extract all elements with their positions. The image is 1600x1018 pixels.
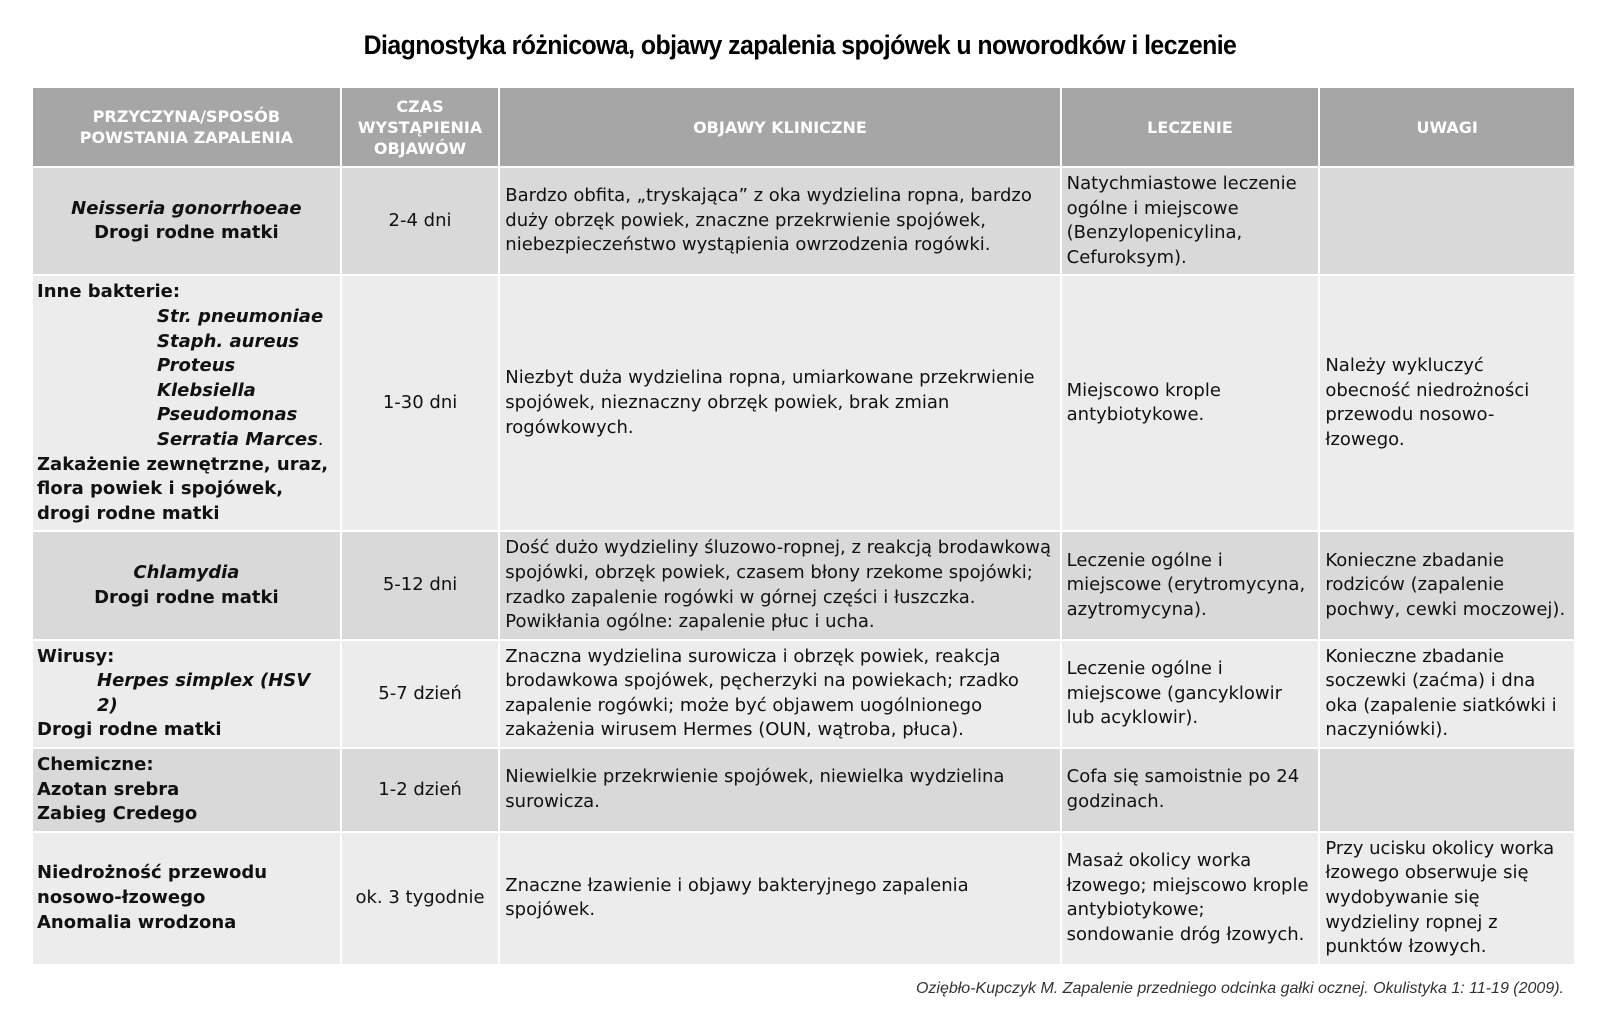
cause-route: Drogi rodne matki	[94, 222, 279, 244]
table-row	[32, 167, 1575, 275]
treatment-cell: Natychmiastowe leczenie ogólne i miejscowe (Benzylopenicylina, Cefuroksym).	[1061, 167, 1320, 275]
symptoms-cell: Znaczne łzawienie i objawy bakteryjnego zapalenia spojówek.	[499, 832, 1060, 965]
bacteria-item-last: Serratia Marces.	[157, 428, 324, 450]
bacteria-item: Serratia Marces	[157, 428, 318, 450]
bacteria-item: Pseudomonas	[157, 404, 298, 426]
cause-name: Herpes simplex (HSV 2)	[97, 670, 311, 716]
onset-cell: 1-30 dni	[341, 275, 499, 531]
cause-label: Inne bakterie:	[37, 281, 181, 303]
diagnosis-table	[31, 86, 1576, 966]
cause-cell	[32, 275, 341, 531]
cause-name: Neisseria gonorrhoeae	[71, 197, 302, 219]
cause-label: Wirusy:	[37, 645, 115, 667]
table-row	[32, 748, 1575, 832]
table-row	[32, 275, 1575, 531]
table-row	[32, 640, 1575, 748]
notes-cell	[1319, 748, 1575, 832]
treatment-cell: Cofa się samoistnie po 24 godzinach.	[1061, 748, 1320, 832]
header-notes: UWAGI	[1319, 87, 1575, 167]
cause-route: Drogi rodne matki	[37, 719, 222, 741]
treatment-cell: Miejscowo krople antybiotykowe.	[1061, 275, 1320, 531]
symptoms-cell: Niezbyt duża wydzielina ropna, umiarkowane przekrwienie spojówek, nieznaczny obrzęk powiek, brak zmian rogówkowych.	[499, 275, 1060, 531]
table-row	[32, 832, 1575, 965]
cause-cell	[32, 531, 341, 639]
cause-cell	[32, 167, 341, 275]
bacteria-item: Staph. aureus	[157, 330, 300, 352]
treatment-cell: Masaż okolicy worka łzowego; miejscowo krople antybiotykowe; sondowanie dróg łzowych.	[1061, 832, 1320, 965]
onset-cell: ok. 3 tygodnie	[341, 832, 499, 965]
cause-line: Chemiczne:	[37, 754, 154, 776]
notes-cell: Konieczne zbadanie soczewki (zaćma) i dna oka (zapalenie siatkówki i naczyniówki).	[1319, 640, 1575, 748]
notes-cell	[1319, 167, 1575, 275]
cause-line: Zabieg Credego	[37, 803, 198, 825]
cause-line: Anomalia wrodzona	[37, 911, 237, 933]
cause-line: Niedrożność przewodu nosowo-łzowego	[37, 862, 268, 909]
cause-line: Azotan srebra	[37, 778, 180, 800]
onset-cell: 1-2 dzień	[341, 748, 499, 832]
header-onset: CZAS WYSTĄPIENIA OBJAWÓW	[341, 87, 499, 167]
notes-cell: Konieczne zbadanie rodziców (zapalenie pochwy, cewki moczowej).	[1319, 531, 1575, 639]
header-symptoms: OBJAWY KLINICZNE	[499, 87, 1060, 167]
reference-citation: Oziębło-Kupczyk M. Zapalenie przedniego odcinka gałki ocznej. Okulistyka 1: 11-19 (2009).	[915, 980, 1564, 997]
bacteria-item: Str. pneumoniae	[157, 305, 324, 327]
bacteria-item: Klebsiella	[157, 379, 256, 401]
treatment-cell: Leczenie ogólne i miejscowe (erytromycyna, azytromycyna).	[1061, 531, 1320, 639]
onset-cell: 2-4 dni	[341, 167, 499, 275]
onset-cell: 5-12 dni	[341, 531, 499, 639]
cause-route: Drogi rodne matki	[94, 586, 279, 608]
onset-cell: 5-7 dzień	[341, 640, 499, 748]
header-treatment: LECZENIE	[1061, 87, 1320, 167]
cause-cell	[32, 748, 341, 832]
cause-cell	[32, 640, 341, 748]
symptoms-cell: Znaczna wydzielina surowicza i obrzęk powiek, reakcja brodawkowa spojówek, pęcherzyki na powiekach; rzadko zapalenie rogówki; może być objawem uogólnionego zakażenia wirusem Hermes (OUN, wątroba, płuca).	[499, 640, 1060, 748]
table-row	[32, 531, 1575, 639]
symptoms-cell: Niewielkie przekrwienie spojówek, niewielka wydzielina surowicza.	[499, 748, 1060, 832]
cause-name: Chlamydia	[133, 561, 240, 583]
bacteria-item: Proteus	[157, 355, 236, 377]
page-title: Diagnostyka różnicowa, objawy zapalenia spojówek u noworodków i leczenie	[363, 30, 1237, 60]
header-cause: PRZYCZYNA/SPOSÓB POWSTANIA ZAPALENIA	[32, 87, 341, 167]
table-header-row	[32, 87, 1575, 167]
cause-cell	[32, 832, 341, 965]
symptoms-cell: Dość dużo wydzieliny śluzowo-ropnej, z reakcją brodawkową spojówki, obrzęk powiek, czasem błony rzekome spojówki; rzadko zapalenie rogówki w górnej części i łuszczka. Powikłania ogólne: zapalenie płuc i ucha.	[499, 531, 1060, 639]
notes-cell: Należy wykluczyć obecność niedrożności przewodu nosowo-łzowego.	[1319, 275, 1575, 531]
notes-cell: Przy ucisku okolicy worka łzowego obserwuje się wydobywanie się wydzieliny ropnej z punktów łzowych.	[1319, 832, 1575, 965]
symptoms-cell: Bardzo obfita, „tryskająca” z oka wydzielina ropna, bardzo duży obrzęk powiek, znaczne przekrwienie spojówek, niebezpieczeństwo wystąpienia owrzodzenia rogówki.	[499, 167, 1060, 275]
cause-route: Zakażenie zewnętrzne, uraz, flora powiek i spojówek, drogi rodne matki	[37, 453, 329, 524]
treatment-cell: Leczenie ogólne i miejscowe (gancyklowir lub acyklowir).	[1061, 640, 1320, 748]
